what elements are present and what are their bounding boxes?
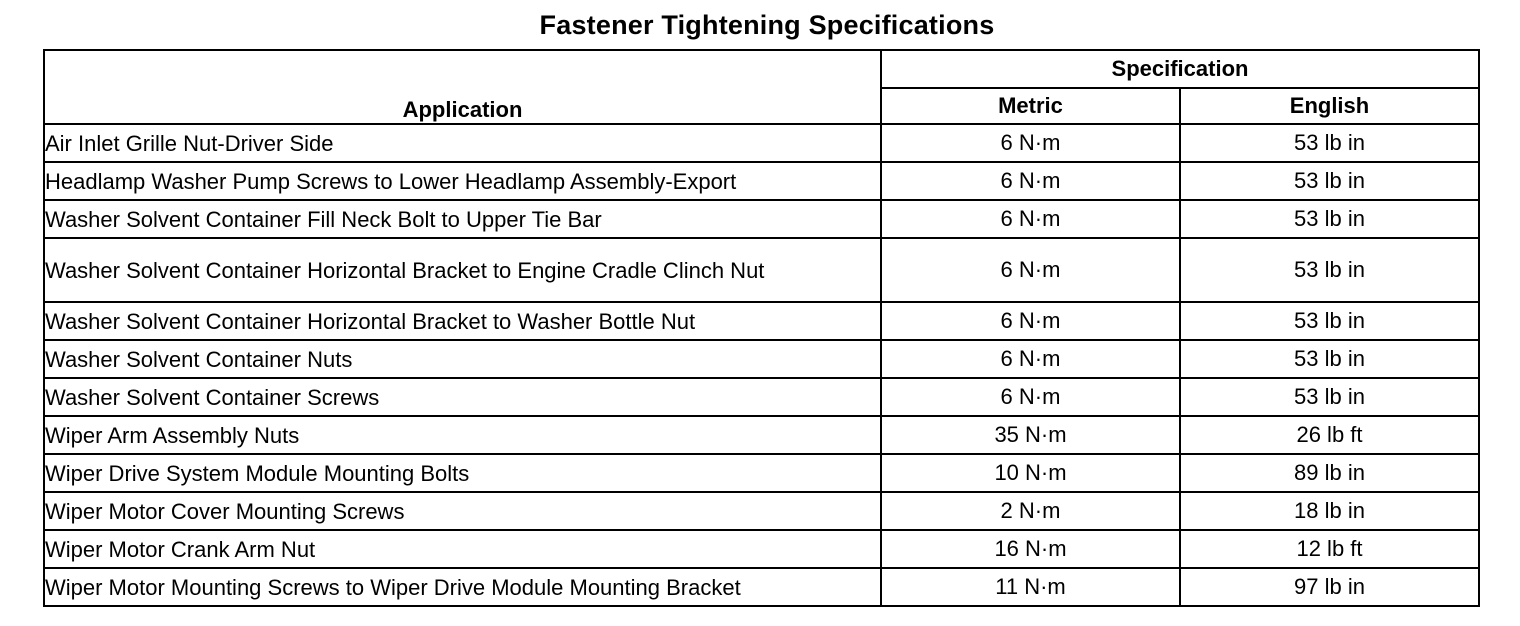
table-row bbox=[44, 530, 1479, 568]
application-cell: Washer Solvent Container Nuts bbox=[44, 340, 881, 378]
application-cell: Washer Solvent Container Horizontal Bracket to Washer Bottle Nut bbox=[44, 302, 881, 340]
page-title: Fastener Tightening Specifications bbox=[539, 10, 995, 40]
application-cell: Wiper Motor Mounting Screws to Wiper Drive Module Mounting Bracket bbox=[44, 568, 881, 606]
metric-cell: 6 N·m bbox=[881, 340, 1180, 378]
application-cell: Washer Solvent Container Fill Neck Bolt to Upper Tie Bar bbox=[44, 200, 881, 238]
metric-cell: 6 N·m bbox=[881, 124, 1180, 162]
table-row bbox=[44, 416, 1479, 454]
english-cell: 97 lb in bbox=[1180, 568, 1479, 606]
table-row bbox=[44, 162, 1479, 200]
metric-cell: 6 N·m bbox=[881, 238, 1180, 302]
application-cell: Washer Solvent Container Horizontal Bracket to Engine Cradle Clinch Nut bbox=[44, 238, 881, 302]
application-cell: Air Inlet Grille Nut-Driver Side bbox=[44, 124, 881, 162]
metric-cell: 35 N·m bbox=[881, 416, 1180, 454]
metric-cell: 6 N·m bbox=[881, 302, 1180, 340]
english-cell: 53 lb in bbox=[1180, 124, 1479, 162]
application-column-header: Application bbox=[44, 50, 881, 124]
english-cell: 53 lb in bbox=[1180, 340, 1479, 378]
english-cell: 26 lb ft bbox=[1180, 416, 1479, 454]
application-cell: Wiper Arm Assembly Nuts bbox=[44, 416, 881, 454]
table-row bbox=[44, 492, 1479, 530]
metric-cell: 16 N·m bbox=[881, 530, 1180, 568]
metric-cell: 10 N·m bbox=[881, 454, 1180, 492]
specification-group-header: Specification bbox=[881, 50, 1479, 88]
table-row bbox=[44, 568, 1479, 606]
application-cell: Headlamp Washer Pump Screws to Lower Headlamp Assembly-Export bbox=[44, 162, 881, 200]
english-cell: 18 lb in bbox=[1180, 492, 1479, 530]
table-row bbox=[44, 200, 1479, 238]
fastener-spec-table bbox=[43, 49, 1480, 607]
metric-cell: 11 N·m bbox=[881, 568, 1180, 606]
table-row bbox=[44, 238, 1479, 302]
metric-cell: 6 N·m bbox=[881, 378, 1180, 416]
english-cell: 12 lb ft bbox=[1180, 530, 1479, 568]
application-cell: Washer Solvent Container Screws bbox=[44, 378, 881, 416]
application-cell: Wiper Drive System Module Mounting Bolts bbox=[44, 454, 881, 492]
english-column-header: English bbox=[1180, 88, 1479, 124]
table-row bbox=[44, 378, 1479, 416]
table-row bbox=[44, 124, 1479, 162]
metric-column-header: Metric bbox=[881, 88, 1180, 124]
application-cell: Wiper Motor Cover Mounting Screws bbox=[44, 492, 881, 530]
english-cell: 53 lb in bbox=[1180, 200, 1479, 238]
english-cell: 89 lb in bbox=[1180, 454, 1479, 492]
table-row bbox=[44, 302, 1479, 340]
english-cell: 53 lb in bbox=[1180, 302, 1479, 340]
english-cell: 53 lb in bbox=[1180, 378, 1479, 416]
metric-cell: 2 N·m bbox=[881, 492, 1180, 530]
metric-cell: 6 N·m bbox=[881, 200, 1180, 238]
application-cell: Wiper Motor Crank Arm Nut bbox=[44, 530, 881, 568]
table-row bbox=[44, 340, 1479, 378]
english-cell: 53 lb in bbox=[1180, 162, 1479, 200]
metric-cell: 6 N·m bbox=[881, 162, 1180, 200]
table-row bbox=[44, 454, 1479, 492]
english-cell: 53 lb in bbox=[1180, 238, 1479, 302]
